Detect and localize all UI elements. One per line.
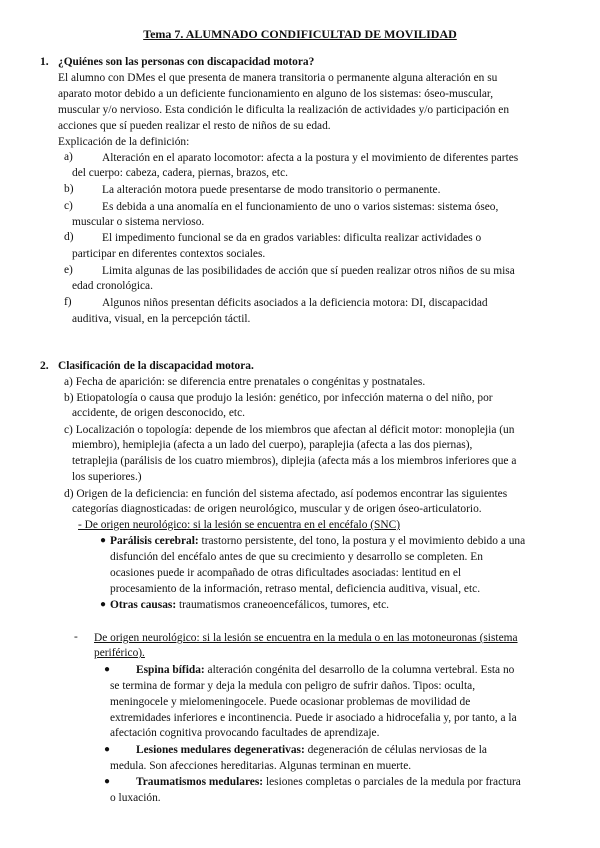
- classification-line: tetraplejia (parálisis de los cuatro miembros), diplejia (afecta más a los miembros inferiores que a: [72, 455, 517, 467]
- bullet-text: o luxación.: [110, 792, 161, 804]
- item-label: f): [64, 296, 72, 308]
- item-text: del cuerpo: cabeza, cadera, piernas, brazos, etc.: [72, 167, 288, 179]
- section-1-heading: ¿Quiénes son las personas con discapacidad motora?: [58, 56, 315, 68]
- classification-line: los superiores.): [72, 471, 142, 483]
- bullet-icon: ●: [104, 664, 111, 675]
- section-2-number: 2.: [40, 359, 49, 372]
- item-text: muscular o sistema nervioso.: [72, 216, 205, 228]
- section-2-heading: Clasificación de la discapacidad motora.: [58, 360, 254, 372]
- bullet-text: extremidades inferiores e incontinencia. Puede ir asociado a hidrocefalia y, por tanto, a la: [110, 712, 517, 724]
- bullet-text: Traumatismos medulares: lesiones completas o parciales de la medula por fractura: [136, 776, 521, 788]
- classification-line: miembro), hemiplejia (afecta a un lado del cuerpo), paraplejia (afecta a las dos piernas),: [72, 439, 473, 451]
- bullet-icon: ●: [104, 776, 111, 787]
- item-text: auditiva, visual, en la percepción táctil.: [72, 313, 251, 325]
- bullet-text: Espina bífida: alteración congénita del desarrollo de la columna vertebral. Esta no: [136, 664, 515, 676]
- bullet-icon: ●: [100, 599, 107, 610]
- bullet-text: Otras causas: traumatismos craneoencefálicos, tumores, etc.: [110, 599, 389, 611]
- item-text: participar en diferentes contextos sociales.: [72, 248, 266, 260]
- classification-line: b) Etiopatología o causa que produjo la lesión: genético, por infección materna o del niño, por: [64, 392, 493, 404]
- bullet-icon: ●: [100, 535, 107, 546]
- definition-line: aparato motor debido a un deficiente funcionamiento en alguno de los sistemas: óseo-muscular,: [58, 88, 494, 100]
- item-text: El impedimento funcional se da en grados variables: dificulta realizar actividades o: [102, 232, 482, 244]
- item-text: Alteración en el aparato locomotor: afecta a la postura y el movimiento de diferentes partes: [102, 152, 519, 164]
- classification-line: d) Origen de la deficiencia: en función del sistema afectado, así podemos encontrar las siguientes: [64, 488, 508, 500]
- section-1-number: 1.: [40, 55, 49, 68]
- item-label: b): [64, 183, 74, 195]
- classification-line: c) Localización o topología: depende de los miembros que afectan al déficit motor: monoplejia (un: [64, 424, 515, 436]
- bullet-text: se termina de formar y deja la medula con peligro de sufrir daños. Tipos: oculta,: [110, 680, 476, 692]
- classification-line: categorías diagnosticadas: de origen neurológico, muscular y de origen óseo-articulatorio.: [72, 503, 482, 515]
- bullet-text: ocasiones puede ir acompañado de otras dificultades asociadas: lentitud en el: [110, 567, 462, 579]
- dash-marker: -: [74, 631, 78, 643]
- bullet-icon: ●: [104, 744, 111, 755]
- bullet-text: Lesiones medulares degenerativas: degeneración de células nerviosas de la: [136, 744, 487, 756]
- medula-heading: De origen neurológico: si la lesión se encuentra en la medula o en las motoneuronas (sistema: [94, 632, 518, 644]
- bullet-text: disfunción del encéfalo antes de que su crecimiento y desarrollo se completen. En: [110, 551, 483, 563]
- classification-line: accidente, de origen desconocido, etc.: [72, 407, 245, 419]
- item-label: a): [64, 151, 73, 163]
- item-label: e): [64, 264, 73, 276]
- classification-line: a) Fecha de aparición: se diferencia entre prenatales o congénitas y postnatales.: [64, 376, 426, 388]
- explanation-label: Explicación de la definición:: [58, 136, 190, 148]
- bullet-text: meningocele y mielomeningocele. Puede ocasionar problemas de movilidad de: [110, 696, 471, 708]
- item-text: edad cronológica.: [72, 280, 153, 292]
- definition-line: muscular y/o nervioso. Esta condición le dificulta la realización de actividades y/o participación en: [58, 104, 510, 116]
- bullet-text: Parálisis cerebral: trastorno persistente, del tono, la postura y el movimiento debido a una: [110, 535, 526, 547]
- medula-heading: periférico).: [94, 647, 145, 659]
- bullet-text: procesamiento de la información, retraso mental, deficiencia auditiva, visual, etc.: [110, 583, 481, 595]
- item-text: Algunos niños presentan déficits asociados a la deficiencia motora: DI, discapacidad: [102, 297, 488, 309]
- item-label: c): [64, 200, 73, 212]
- bullet-text: medula. Son afecciones hereditarias. Algunas terminan en muerte.: [110, 760, 412, 772]
- item-text: Es debida a una anomalía en el funcionamiento de uno o varios sistemas: sistema óseo,: [102, 201, 499, 213]
- definition-line: acciones que sí pueden realizar el resto de niños de su edad.: [58, 120, 331, 132]
- item-text: Limita algunas de las posibilidades de acción que sí pueden realizar otros niños de su misa: [102, 265, 515, 277]
- item-label: d): [64, 231, 74, 243]
- definition-line: El alumno con DMes el que presenta de manera transitoria o permanente alguna alteración en su: [58, 72, 498, 84]
- bullet-text: afectación cognitiva provocando facultades de aprendizaje.: [110, 727, 380, 739]
- snc-heading: - De origen neurológico: si la lesión se encuentra en el encéfalo (SNC): [78, 519, 400, 531]
- document-title: Tema 7. ALUMNADO CONDIFICULTAD DE MOVILIDAD: [143, 27, 457, 41]
- item-text: La alteración motora puede presentarse de modo transitorio o permanente.: [102, 184, 441, 196]
